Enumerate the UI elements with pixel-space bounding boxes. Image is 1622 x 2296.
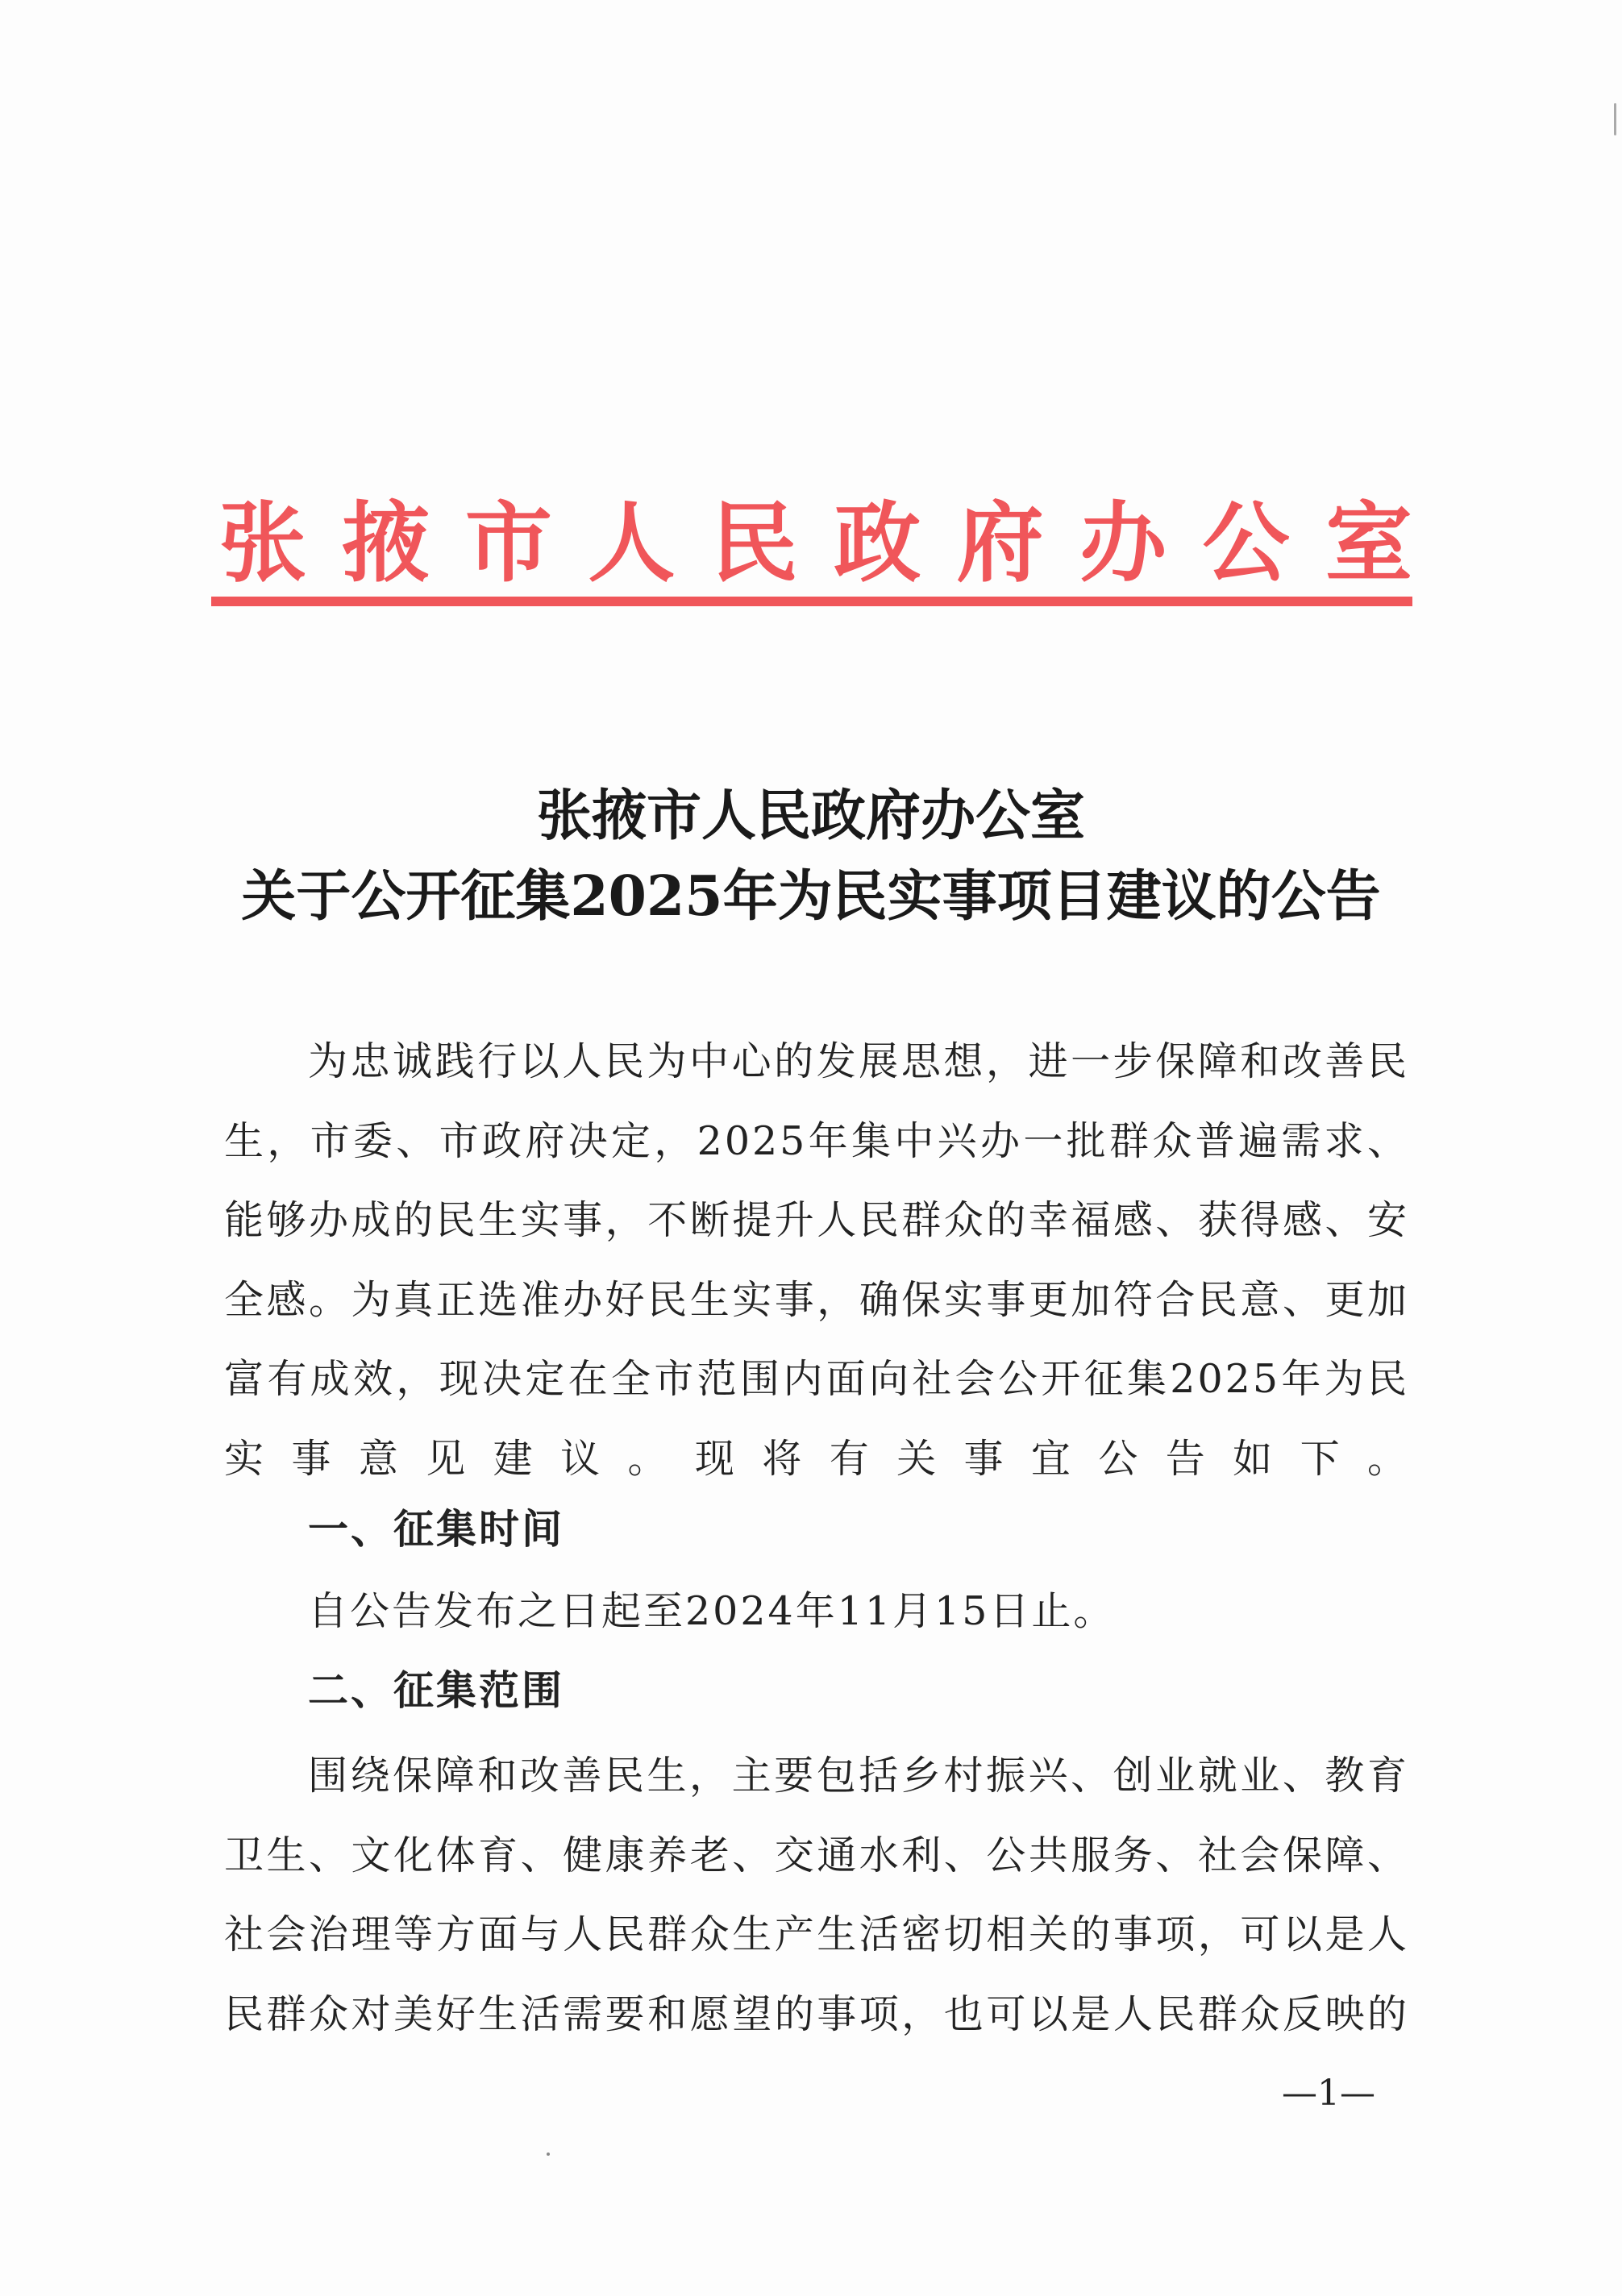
letterhead-char: 张	[219, 493, 307, 594]
intro-paragraph: 为忠诚践行以人民为中心的发展思想，进一步保障和改善民生，市委、市政府决定，2025年集中兴办一批群众普遍需求、能够办成的民生实事，不断提升人民群众的幸福感、获得感、安全感。为真正选准办好民生实事，确保实事更加符合民意、更加富有成效，现决定在全市范围内面向社会公开征集2025年为民实事意见建议。现将有关事宜公告如下。	[224, 1038, 1409, 1482]
letterhead-char: 府	[956, 493, 1044, 594]
section-heading-collection-time: 一、征集时间	[308, 1506, 564, 1553]
letterhead-char: 办	[1079, 493, 1167, 594]
letterhead	[219, 484, 1412, 605]
collection-scope-paragraph: 围绕保障和改善民生，主要包括乡村振兴、创业就业、教育卫生、文化体育、健康养老、交通水利、公共服务、社会保障、社会治理等方面与人民群众生产生活密切相关的事项，可以是人民群众对美好生活需要和愿望的事项，也可以是人民群众反映的	[224, 1753, 1409, 2037]
document-title-line-2: 关于公开征集2025年为民实事项目建议的公告	[241, 864, 1381, 929]
scan-edge-mark	[1614, 103, 1616, 135]
letterhead-char: 政	[834, 493, 921, 594]
section-heading-collection-scope: 二、征集范围	[308, 1667, 564, 1714]
letterhead-char: 市	[464, 493, 552, 594]
letterhead-red-rule	[211, 597, 1412, 606]
scan-speck	[547, 2152, 550, 2156]
letterhead-char: 民	[710, 493, 798, 594]
document-title-line-1: 张掖市人民政府办公室	[536, 784, 1085, 848]
letterhead-char: 掖	[342, 493, 430, 594]
page-number: —1—	[1282, 2073, 1375, 2114]
letterhead-char: 公	[1202, 493, 1290, 594]
collection-time-text: 自公告发布之日起至2024年11月15日止。	[308, 1588, 1116, 1634]
letterhead-char: 室	[1325, 493, 1412, 594]
letterhead-char: 人	[588, 493, 676, 594]
